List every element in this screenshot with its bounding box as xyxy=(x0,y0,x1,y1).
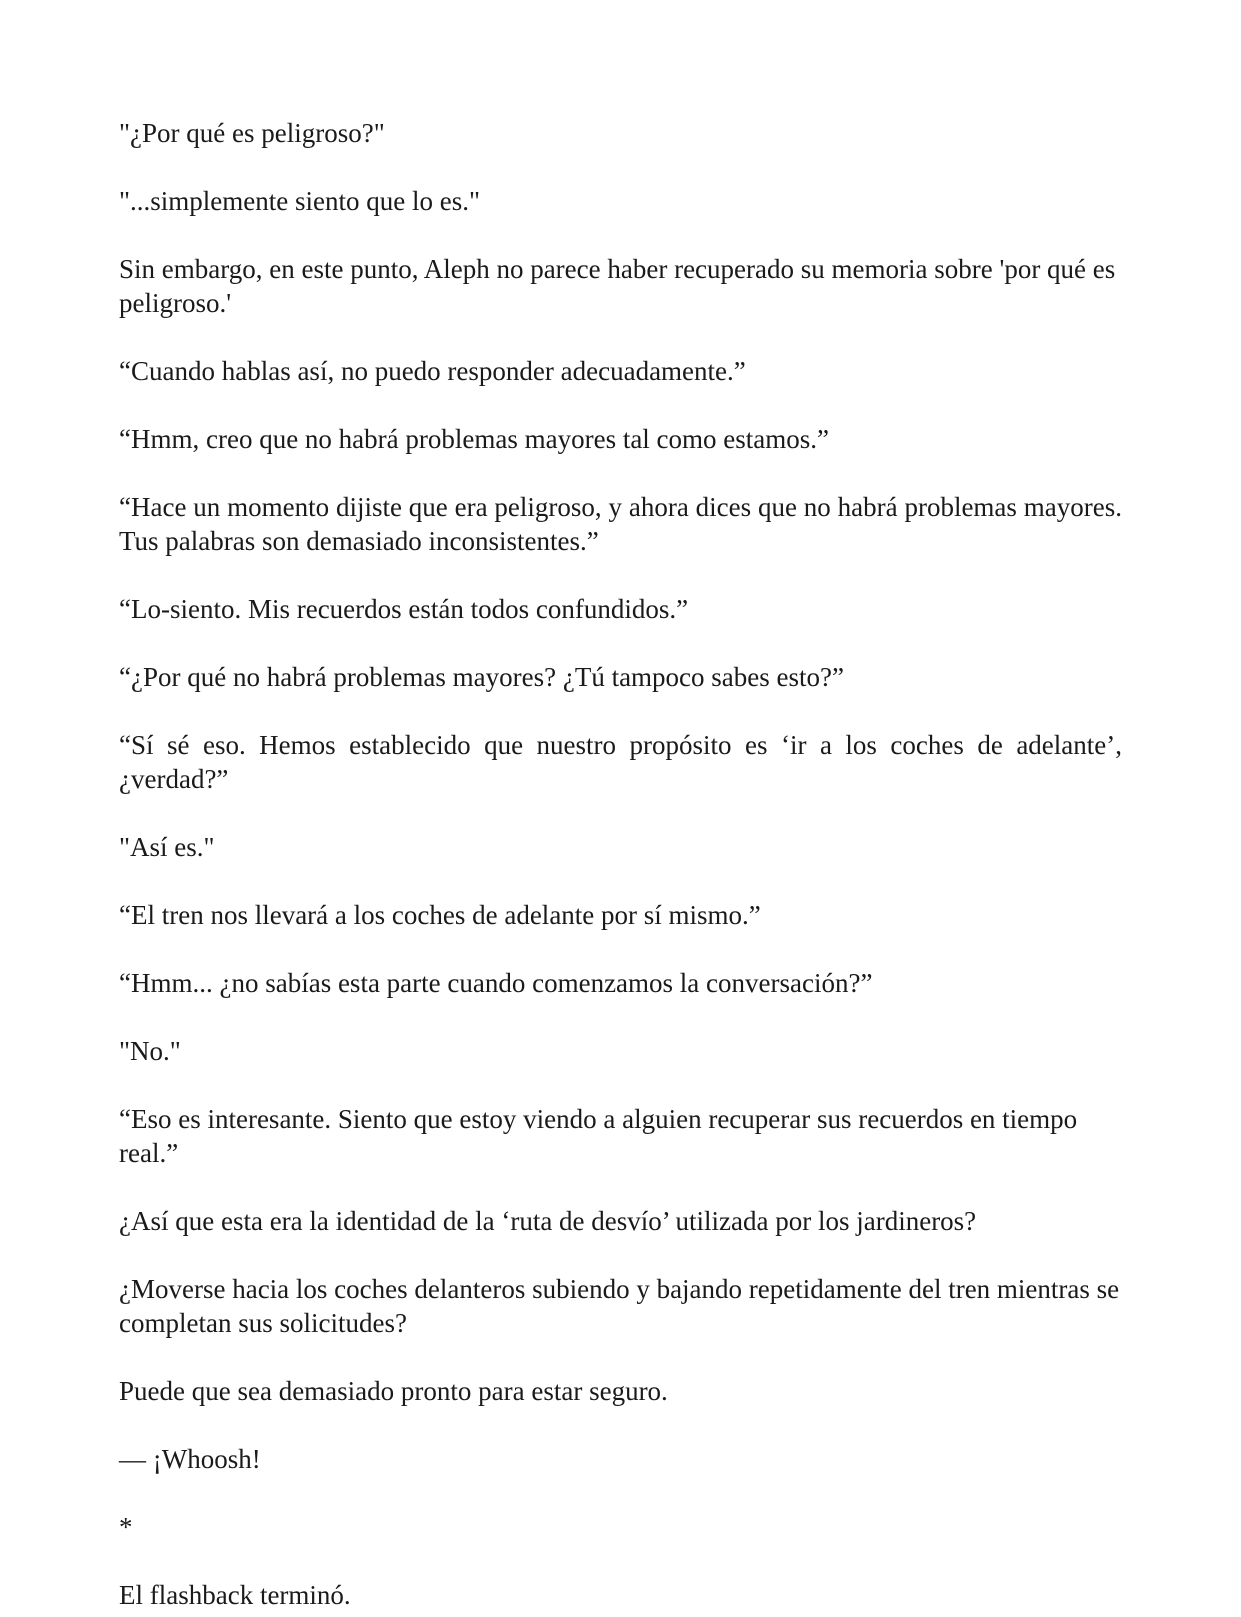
paragraph: “Hmm... ¿no sabías esta parte cuando comenzamos la conversación?” xyxy=(119,968,873,998)
paragraph: “Eso es interesante. Siento que estoy viendo a alguien recuperar sus recuerdos en tiempo real.” xyxy=(119,1104,1078,1168)
paragraph: “Cuando hablas así, no puedo responder adecuadamente.” xyxy=(119,356,746,386)
paragraph: “Sí sé eso. Hemos establecido que nuestro propósito es ‘ir a los coches de adelante’, ¿verdad?” xyxy=(119,730,1122,794)
paragraph: El flashback terminó. xyxy=(119,1580,351,1610)
paragraph: "Así es." xyxy=(119,832,215,862)
paragraph: Puede que sea demasiado pronto para estar seguro. xyxy=(119,1376,668,1406)
paragraph: Sin embargo, en este punto, Aleph no parece haber recuperado su memoria sobre 'por qué es peligroso.' xyxy=(119,254,1116,318)
paragraph: “Hmm, creo que no habrá problemas mayores tal como estamos.” xyxy=(119,424,830,454)
paragraph: “Hace un momento dijiste que era peligroso, y ahora dices que no habrá problemas mayores. Tus palabras son demasiado inconsistentes.” xyxy=(119,492,1122,556)
paragraph: “Lo-siento. Mis recuerdos están todos confundidos.” xyxy=(119,594,689,624)
paragraph: “El tren nos llevará a los coches de adelante por sí mismo.” xyxy=(119,900,761,930)
paragraph: — ¡Whoosh! xyxy=(119,1444,261,1474)
text-column xyxy=(119,116,1122,1617)
section-break: * xyxy=(119,1512,133,1542)
paragraph: ¿Así que esta era la identidad de la ‘ruta de desvío’ utilizada por los jardineros? xyxy=(119,1206,977,1236)
paragraph: "No." xyxy=(119,1036,181,1066)
paragraph: “¿Por qué no habrá problemas mayores? ¿Tú tampoco sabes esto?” xyxy=(119,662,844,692)
paragraph: "¿Por qué es peligroso?" xyxy=(119,118,385,148)
paragraph: "...simplemente siento que lo es." xyxy=(119,186,480,216)
paragraph: ¿Moverse hacia los coches delanteros subiendo y bajando repetidamente del tren mientras se completan sus solicitudes? xyxy=(119,1274,1120,1338)
